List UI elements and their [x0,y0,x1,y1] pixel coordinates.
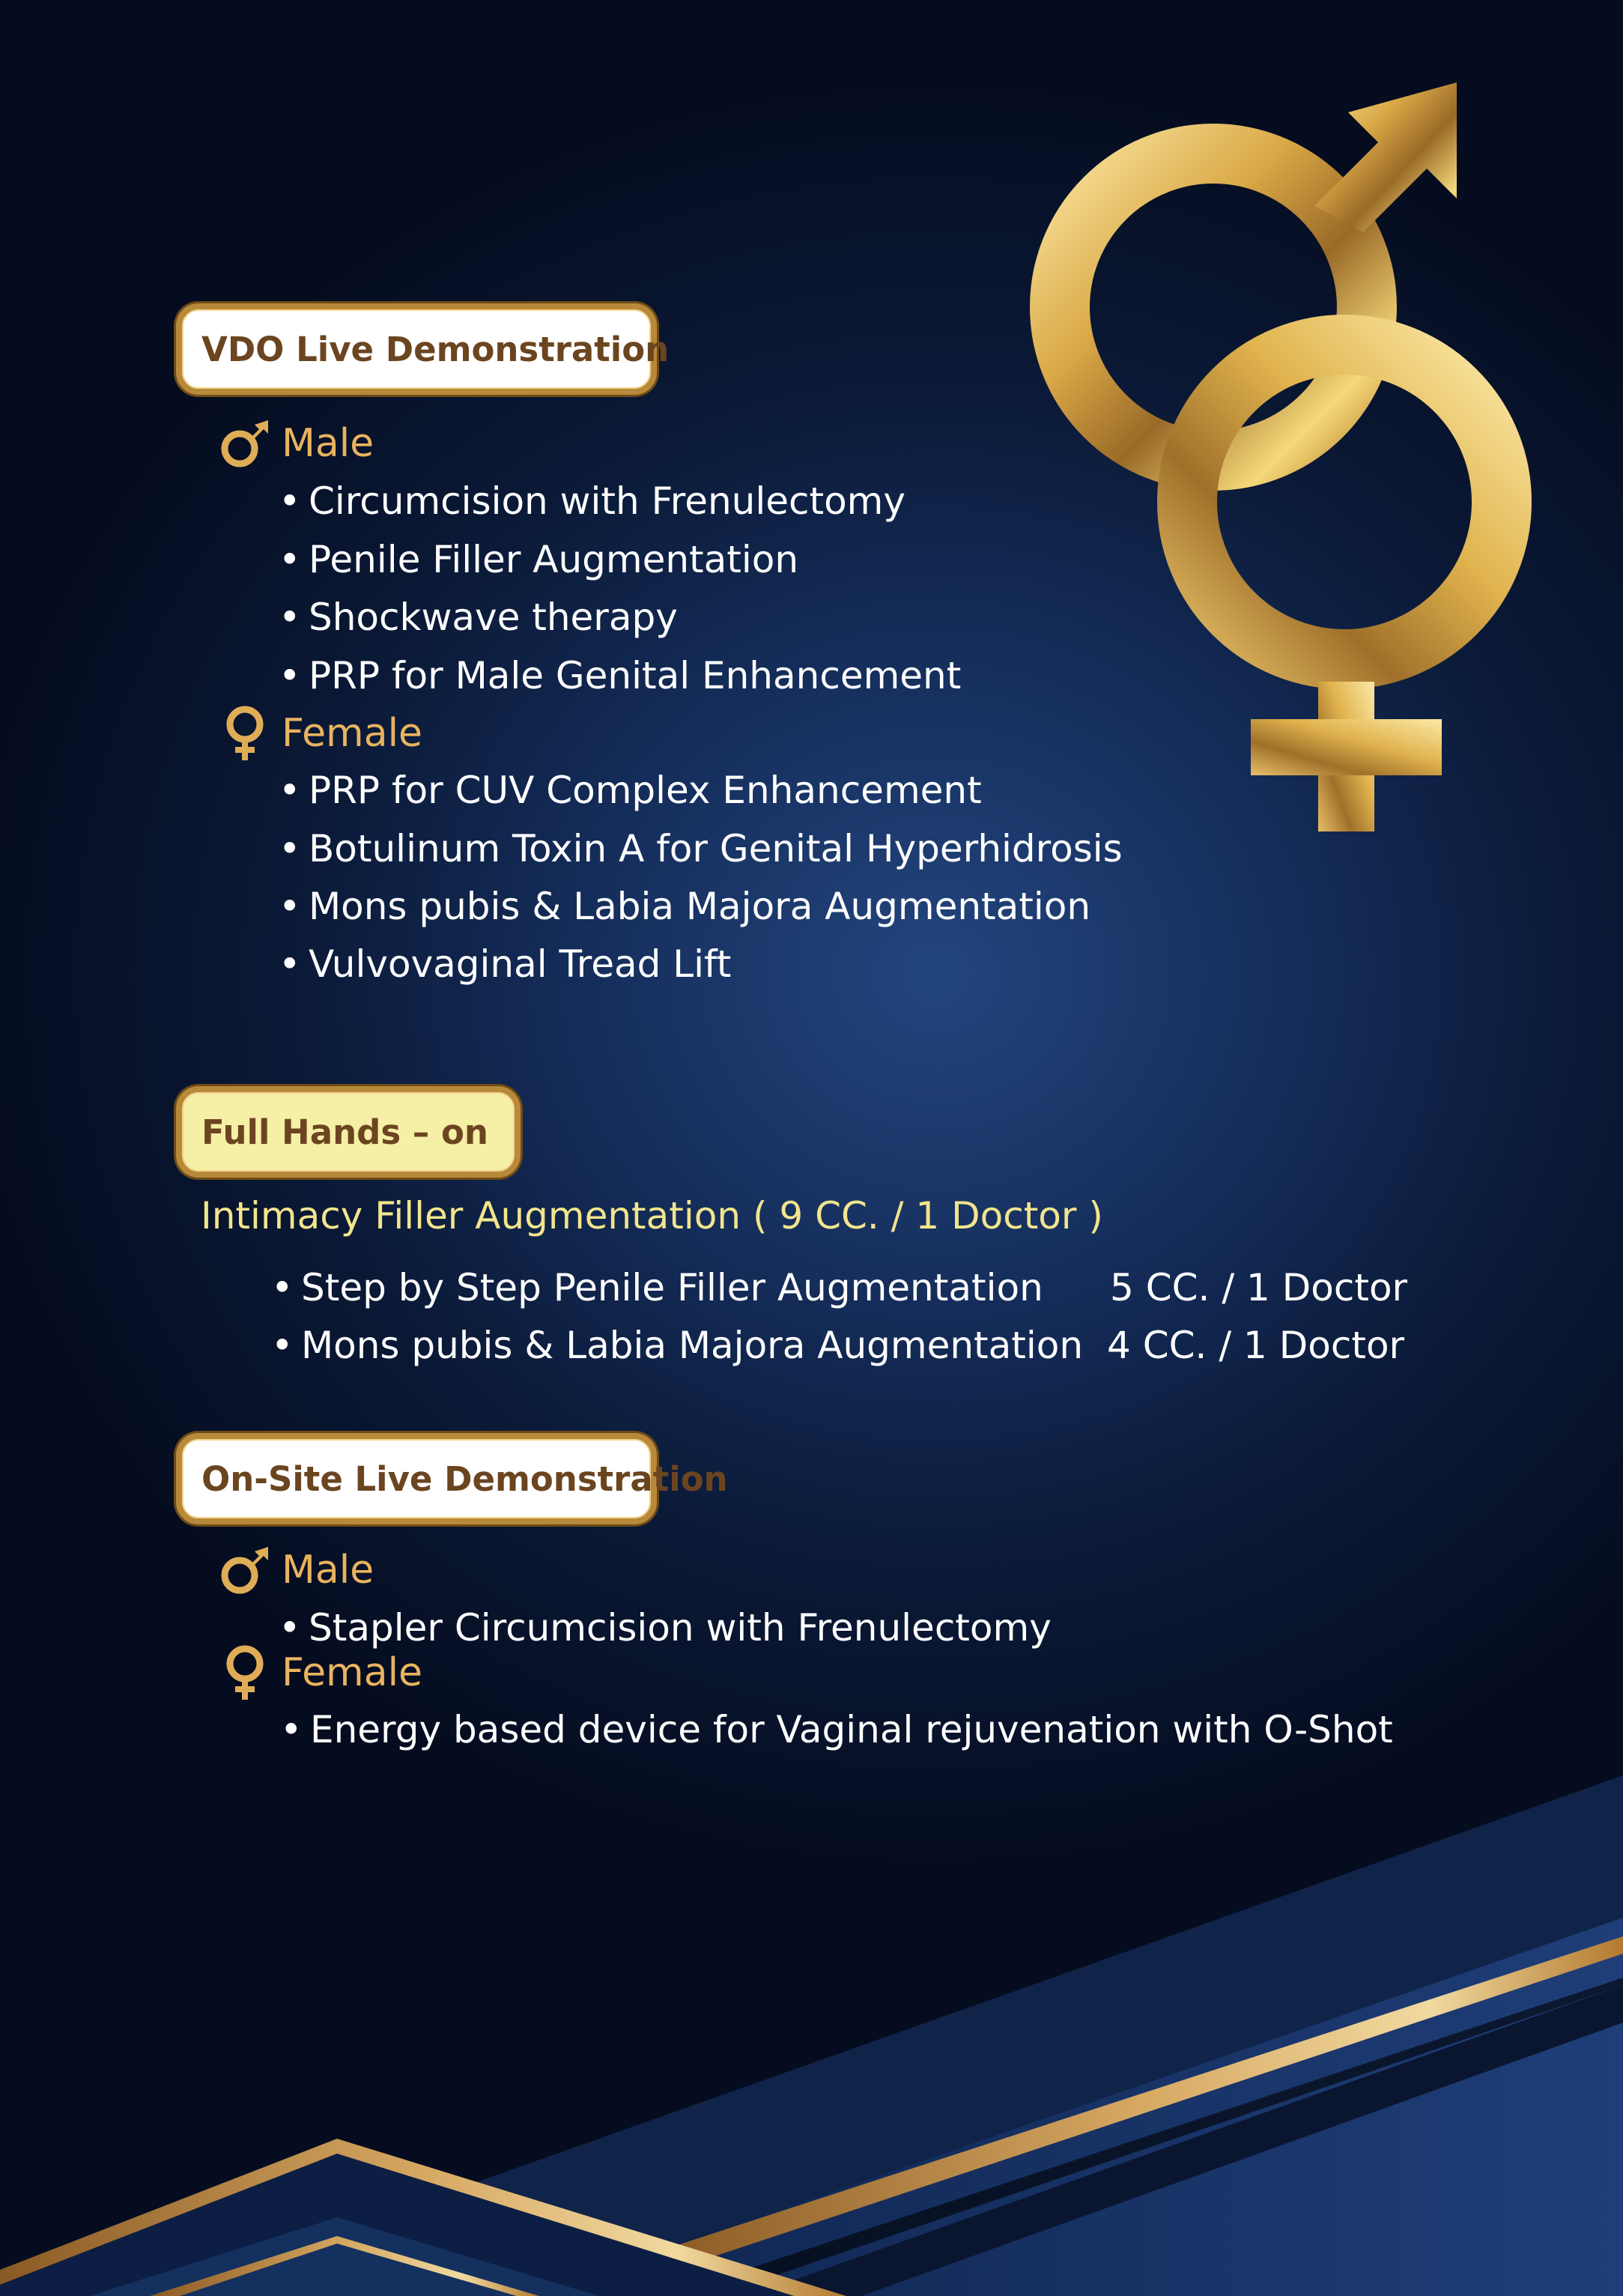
list-item: • Vulvovaginal Tread Lift [279,942,732,986]
list-item: • Circumcision with Frenulectomy [279,479,905,523]
hands-on-item: • Step by Step Penile Filler Augmentation [271,1266,1043,1309]
list-item: • Stapler Circumcision with Frenulectomy [279,1606,1052,1650]
hands-on-amount: 5 CC. / 1 Doctor [1110,1266,1408,1309]
list-item: • PRP for CUV Complex Enhancement [279,769,982,812]
list-item: • PRP for Male Genital Enhancement [279,654,962,697]
onsite-female-heading [219,1647,422,1699]
onsite-male-label: Male [282,1548,374,1593]
interlocked-gender-symbols-icon [1026,79,1543,843]
hands-on-subtitle: Intimacy Filler Augmentation ( 9 CC. / 1 Doctor ) [201,1194,1103,1238]
hands-on-amount: 4 CC. / 1 Doctor [1107,1324,1405,1367]
list-item: • Shockwave therapy [279,596,678,639]
list-item: • Penile Filler Augmentation [279,538,799,581]
vdo-male-label: Male [282,421,374,466]
hands-on-section-title: Full Hands – on [176,1086,521,1178]
vdo-section-title: VDO Live Demonstration [176,303,657,395]
hands-on-item: • Mons pubis & Labia Majora Augmentation [271,1324,1084,1367]
male-symbol-icon [219,417,271,470]
vdo-female-heading [219,707,422,760]
female-symbol-icon [219,703,271,763]
onsite-female-label: Female [282,1650,423,1695]
vdo-male-heading [219,417,374,470]
list-item: • Mons pubis & Labia Majora Augmentation [279,885,1091,928]
list-item: • Energy based device for Vaginal rejuvenation with O-Shot [280,1708,1393,1751]
list-item: • Botulinum Toxin A for Genital Hyperhidrosis [279,827,1123,870]
vdo-female-label: Female [282,711,423,756]
female-symbol-icon [219,1643,271,1703]
onsite-male-heading [219,1544,374,1596]
male-symbol-icon [219,1544,271,1596]
onsite-section-title: On-Site Live Demonstration [176,1433,657,1524]
